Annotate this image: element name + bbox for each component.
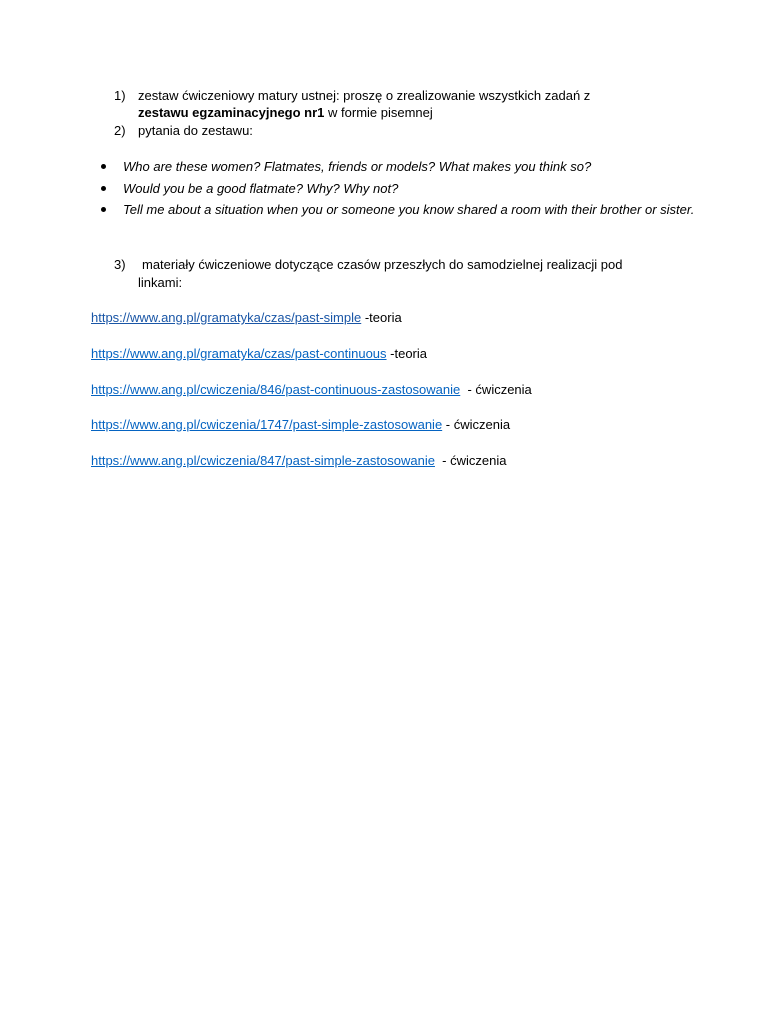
item-1-continuation bbox=[138, 104, 433, 121]
link-past-continuous-theory[interactable]: https://www.ang.pl/gramatyka/czas/past-continuous bbox=[91, 346, 387, 361]
link-suffix: -teoria bbox=[361, 310, 402, 325]
link-suffix: - ćwiczenia bbox=[442, 417, 511, 432]
question-2: Would you be a good flatmate? Why? Why not? bbox=[123, 181, 399, 196]
item-1-rest: w formie pisemnej bbox=[324, 105, 433, 120]
list-number-1: 1) bbox=[114, 88, 126, 103]
link-suffix: - ćwiczenia bbox=[460, 382, 532, 397]
item-1-text: zestaw ćwiczeniowy matury ustnej: proszę o zrealizowanie wszystkich zadań z bbox=[138, 88, 591, 103]
link-suffix: - ćwiczenia bbox=[434, 453, 507, 468]
list-number-3: 3) bbox=[114, 257, 126, 272]
link-row bbox=[91, 452, 506, 469]
link-row bbox=[91, 309, 402, 326]
link-row bbox=[91, 381, 532, 398]
link-past-simple-theory[interactable]: https://www.ang.pl/gramatyka/czas/past-simple bbox=[91, 310, 362, 325]
item-3-continuation: linkami: bbox=[138, 275, 183, 290]
bullet-icon bbox=[101, 164, 106, 169]
question-3: Tell me about a situation when you or someone you know shared a room with their brother or sister. bbox=[123, 202, 695, 217]
exam-set-label: zestawu egzaminacyjnego nr1 bbox=[138, 105, 325, 120]
link-row bbox=[91, 416, 510, 433]
item-2-text: pytania do zestawu: bbox=[138, 123, 253, 138]
bullet-icon bbox=[101, 207, 106, 212]
link-suffix: -teoria bbox=[386, 346, 428, 361]
link-past-continuous-exercises[interactable]: https://www.ang.pl/cwiczenia/846/past-continuous-zastosowanie bbox=[91, 382, 461, 397]
bullet-icon bbox=[101, 186, 106, 191]
link-row bbox=[91, 345, 427, 362]
item-3-text: materiały ćwiczeniowe dotyczące czasów przeszłych do samodzielnej realizacji pod bbox=[142, 257, 623, 272]
link-past-simple-exercises-1747[interactable]: https://www.ang.pl/cwiczenia/1747/past-simple-zastosowanie bbox=[91, 417, 443, 432]
link-past-simple-exercises-847[interactable]: https://www.ang.pl/cwiczenia/847/past-simple-zastosowanie bbox=[91, 453, 435, 468]
list-number-2: 2) bbox=[114, 123, 126, 138]
question-1: Who are these women? Flatmates, friends or models? What makes you think so? bbox=[123, 159, 592, 174]
